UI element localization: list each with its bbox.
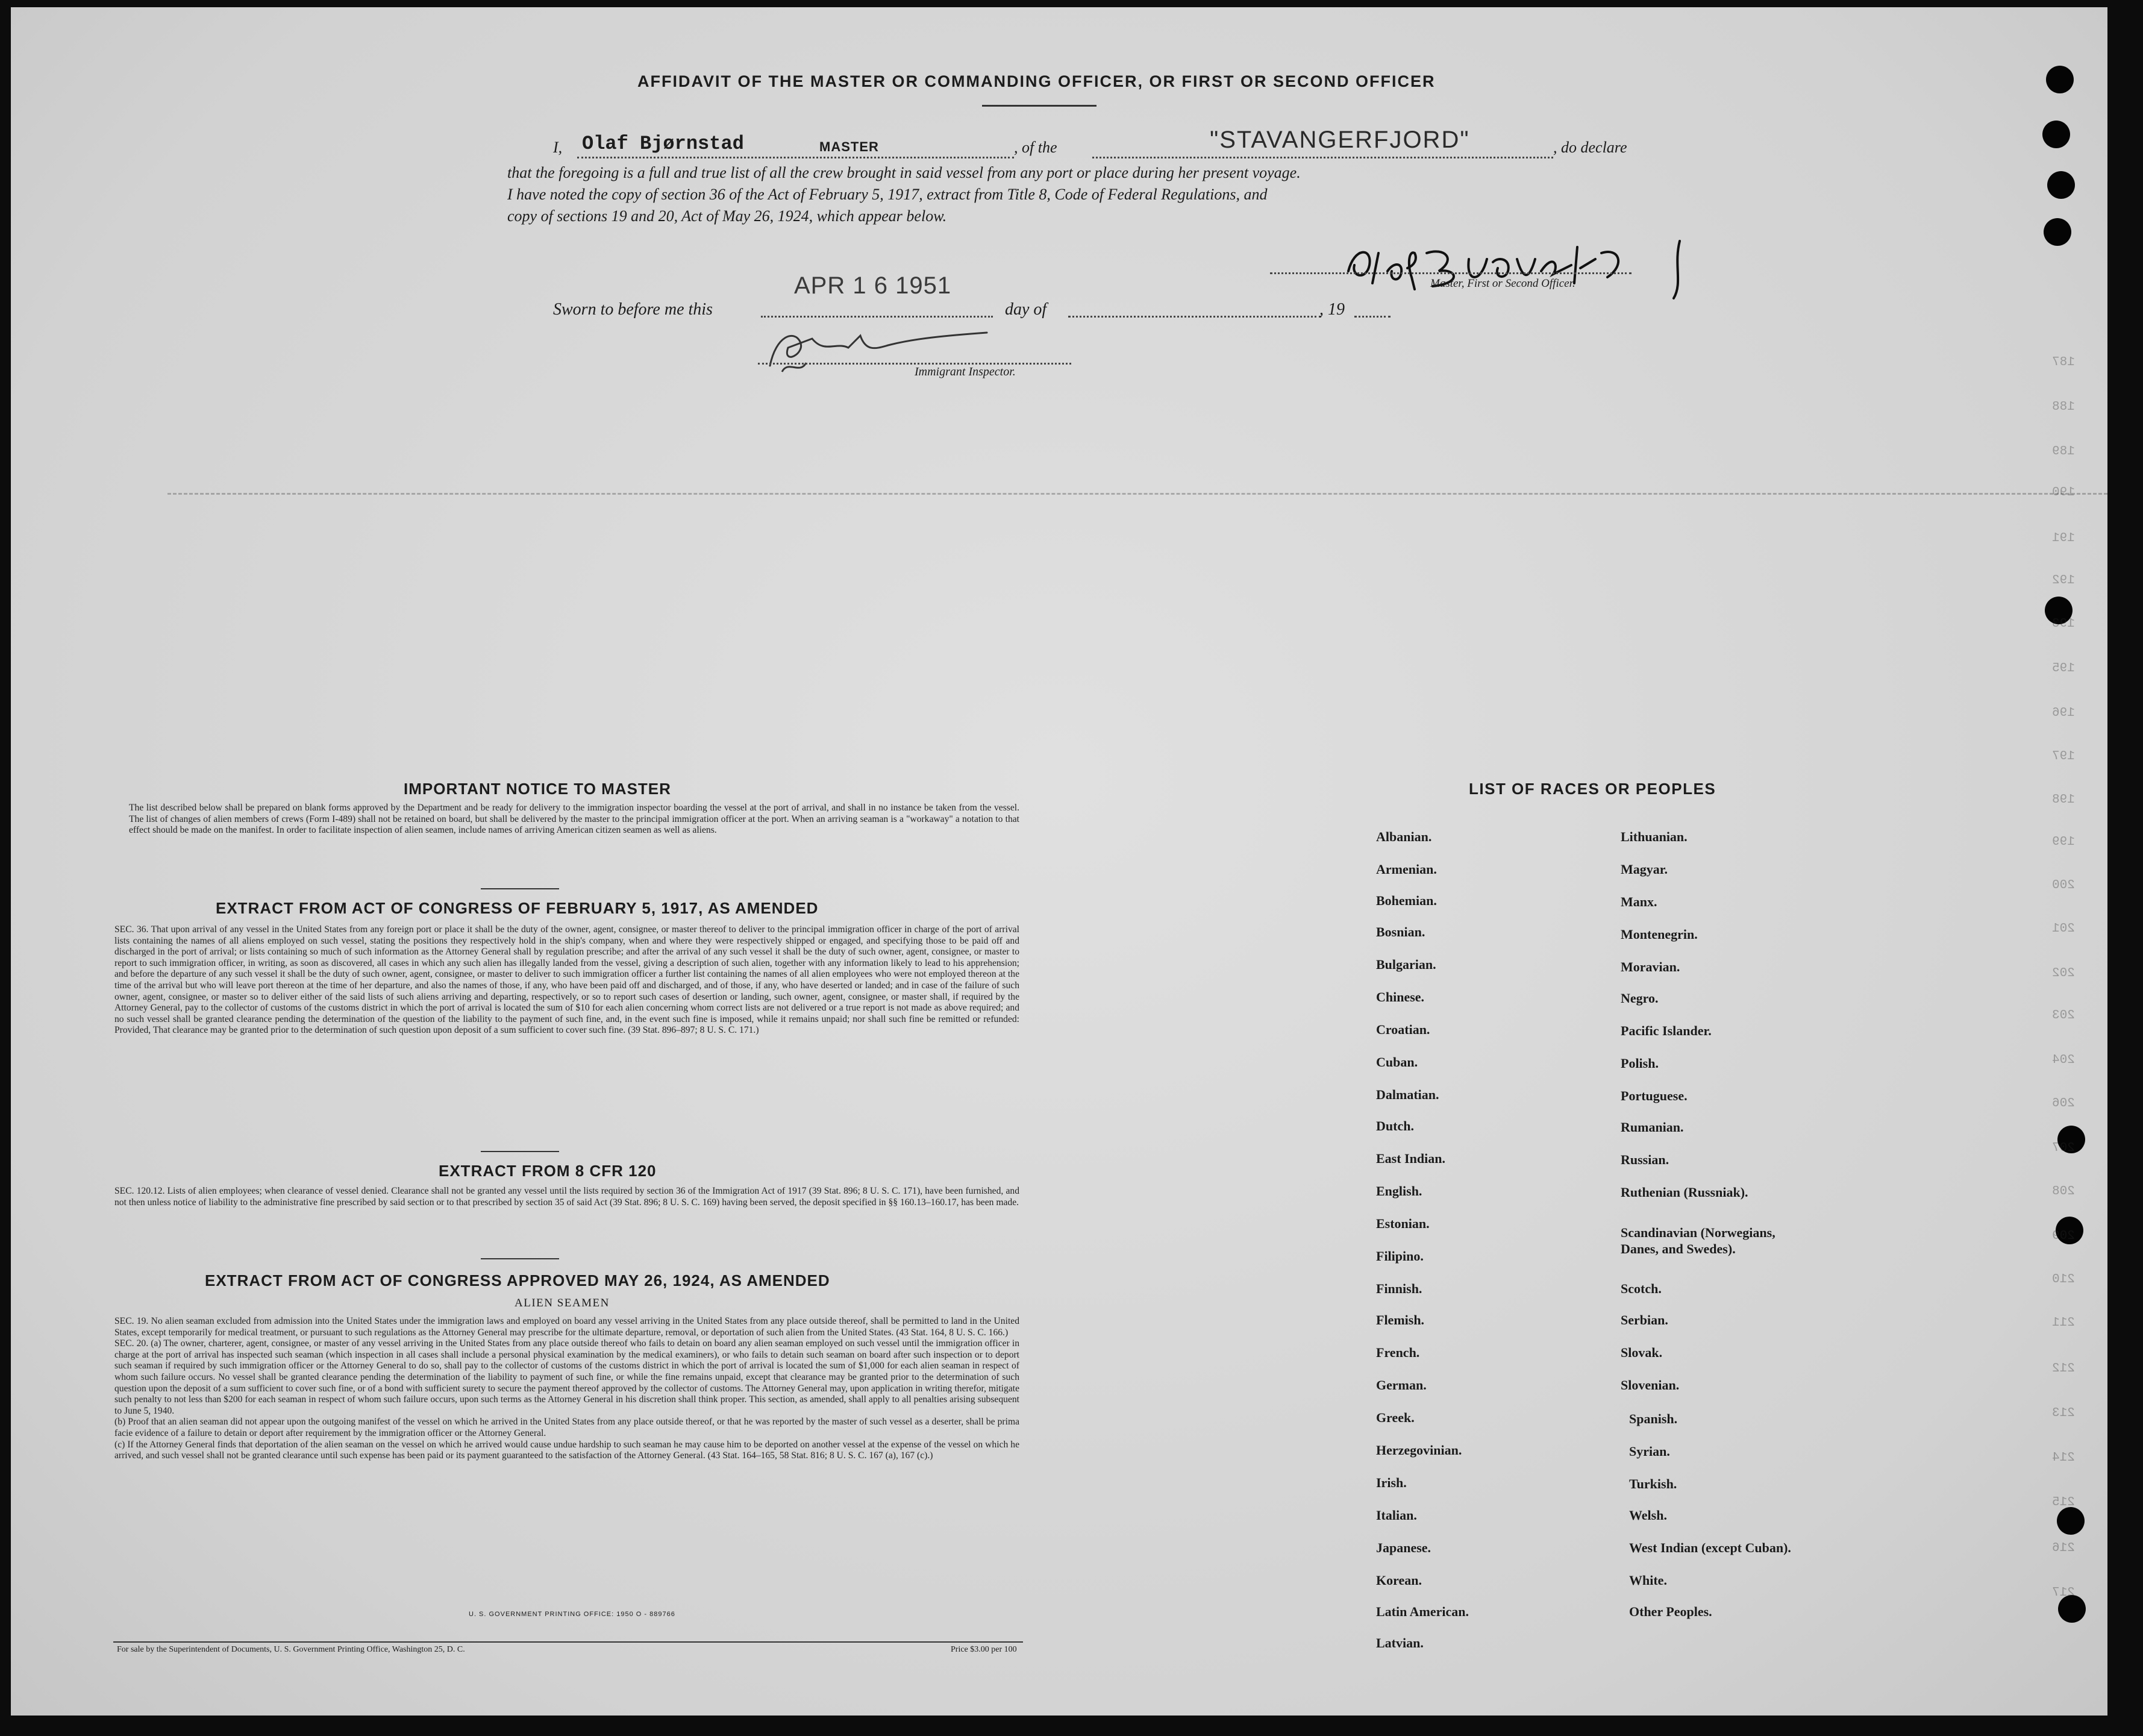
bleed-row-number: 200 [2052, 879, 2075, 892]
race-item: Armenian. [1376, 862, 1437, 877]
name-line [577, 157, 1014, 158]
bleed-row-number: 209 [2052, 1229, 2075, 1243]
race-item: German. [1376, 1377, 1427, 1393]
race-item: Bulgarian. [1376, 957, 1436, 972]
race-item: Italian. [1376, 1508, 1417, 1523]
signature-line [1270, 272, 1631, 274]
race-item: Moravian. [1621, 959, 1680, 974]
bleed-row-number: 188 [2052, 400, 2075, 414]
race-item: Pacific Islander. [1621, 1023, 1712, 1038]
race-item: Dalmatian. [1376, 1087, 1439, 1102]
race-item: Latvian. [1376, 1635, 1424, 1650]
race-item: Finnish. [1376, 1281, 1422, 1296]
footer-right: Price $3.00 per 100 [951, 1645, 1017, 1654]
extract-1924-title: EXTRACT FROM ACT OF CONGRESS APPROVED MAY 26, 1924, AS AMENDED [205, 1271, 830, 1289]
race-item: Russian. [1621, 1152, 1669, 1167]
bleed-row-number: 207 [2052, 1141, 2075, 1155]
extract-1924-subtitle: ALIEN SEAMEN [515, 1297, 610, 1309]
race-item: Bohemian. [1376, 893, 1437, 908]
bleed-row-number: 216 [2052, 1541, 2075, 1555]
bleed-row-number: 187 [2052, 356, 2075, 369]
extract-cfr-text: SEC. 120.12. Lists of alien employees; when clearance of vessel denied. Clearance shall not be granted any vessel until the lists required by section 36 of the Immigration Act of 1917 (39 Stat. 896; 8 U. S. C. 171), have been furnished, and not then unless notice of liability to the administrative fine prescribed by said section or to that prescribed by section 35 of said Act (39 Stat. 896; 8 U. S. C. 169) having been served, the deposit specified in §§ 160.13–160.17, has been made. [114, 1186, 1019, 1208]
punch-hole [2046, 66, 2074, 93]
extract-1924-text: SEC. 19. No alien seaman excluded from admission into the United States under the immigration laws and employed on board any vessel arriving in the United States from any place outside thereof, shall be permitted to land in the United States, except temporarily for medical treatment, or pursuant to such regulations as the Attorney General may prescribe for the ultimate departure, removal, or deportation of such alien from the United States. (43 Stat. 164, 8 U. S. C. 166.) SEC. 20. (a) The owner, charterer, agent, consignee, or master of any vessel arriving in the United States from any place outside thereof who fails to detain on board any alien seaman employed on such vessel until the immigration officer in charge at the port of arrival has inspected such seaman (which inspection in all cases shall include a personal physical examination by the medical examiners), or who fails to detain such seaman on board after such inspection or to deport such seaman if required by such immigration officer or the Attorney General to do so, shall pay to the collector of customs of the customs district in which the port of arrival is located the sum of $1,000 for each alien seaman in respect of whom such failure occurs. No vessel shall be granted clearance pending the determination of the liability to payment of such fine, or while the fine remains unpaid, except that clearance may be granted prior to the determination of such question upon the deposit of a sum sufficient to cover such fine, or of a bond with sufficient surety to secure the payment thereof approved by the collector of customs. The Attorney General may, upon application in writing therefor, mitigate such penalty to not less than $200 for each seaman in respect of whom such failure occurs, upon such terms as the Attorney General in his discretion shall think proper. This section, as amended, shall apply to all penalties arising subsequent to June 5, 1940. (b) Proof that an alien seaman did not appear upon the outgoing manifest of the vessel on which he arrived in the United States from any place outside thereof, or that he was reported by the master of such vessel as a deserter, shall be prima facie evidence of a failure to detain or deport after requirement by the immigration officer or the Attorney General. (c) If the Attorney General finds that deportation of the alien seaman on the vessel on which he arrived would cause undue hardship to such seaman he may cause him to be deported on another vessel at the expense of the vessel on which he arrived, and such vessel shall not be granted clearance until such expense has been paid or its payment guaranteed to the satisfaction of the Attorney General. (43 Stat. 164–165, 58 Stat. 816; 8 U. S. C. 167 (a), 167 (c).) [114, 1316, 1019, 1461]
race-item: Scotch. [1621, 1281, 1662, 1296]
race-item: Spanish. [1629, 1411, 1678, 1426]
title-rule [982, 105, 1097, 107]
race-item: Dutch. [1376, 1118, 1414, 1133]
race-item: Manx. [1621, 894, 1657, 909]
inspector-line [758, 363, 1071, 365]
race-item: Portuguese. [1621, 1088, 1688, 1103]
bleed-row-number: 198 [2052, 793, 2075, 807]
bleed-row-number: 212 [2052, 1362, 2075, 1376]
bleed-row-number: 208 [2052, 1185, 2075, 1199]
race-item: Welsh. [1629, 1508, 1667, 1523]
race-item: Herzegovinian. [1376, 1443, 1462, 1458]
vessel-name: "STAVANGERFJORD" [1210, 127, 1470, 153]
race-item: West Indian (except Cuban). [1629, 1540, 1791, 1555]
sworn-label: Sworn to before me this [553, 300, 713, 319]
bleed-row-number: 202 [2052, 967, 2075, 980]
race-item: Montenegrin. [1621, 927, 1698, 942]
print-office-line: U. S. GOVERNMENT PRINTING OFFICE: 1950 O - 889766 [469, 1611, 675, 1618]
year-label: , 19 [1319, 300, 1345, 319]
race-item: Syrian. [1629, 1444, 1670, 1459]
race-item: Other Peoples. [1629, 1604, 1712, 1619]
bleed-row-number: 211 [2052, 1316, 2075, 1330]
punch-hole [2042, 121, 2070, 148]
race-item: Lithuanian. [1621, 829, 1688, 844]
race-item: Ruthenian (Russniak). [1621, 1185, 1748, 1200]
bleed-row-number: 210 [2052, 1273, 2075, 1286]
bleed-row-number: 197 [2052, 750, 2075, 763]
declaration-line-1: that the foregoing is a full and true list of all the crew brought in said vessel from any port or place during her present voyage. [507, 164, 1301, 181]
bleed-strike-line [167, 493, 2107, 495]
notice-title: IMPORTANT NOTICE TO MASTER [404, 780, 671, 798]
bleed-row-number: 214 [2052, 1451, 2075, 1465]
day-of-label: day of [1005, 300, 1047, 319]
bleed-row-number: 192 [2052, 574, 2075, 588]
vessel-line [1092, 157, 1553, 158]
bleed-row-number: 217 [2052, 1586, 2075, 1600]
notice-text: The list described below shall be prepared on blank forms approved by the Department and be ready for delivery to the immigration inspector boarding the vessel at the port of arrival, and shall in no instance be taken from the vessel. The list of changes of alien members of crews (Form I-489) shall not be retained on board, but shall be delivered by the master to the principal immigration officer at the port. When an arriving seaman is a "workaway" a notation to that effect should be made on the manifest. In order to facilitate inspection of alien seamen, include names of arriving American citizen seamen as well as aliens. [129, 803, 1019, 836]
race-item: East Indian. [1376, 1151, 1445, 1166]
footer-rule [113, 1641, 1023, 1643]
document-page [11, 7, 2107, 1716]
bleed-row-number: 189 [2052, 445, 2075, 459]
of-the-label: , of the [1014, 139, 1057, 156]
extract-1917-title: EXTRACT FROM ACT OF CONGRESS OF FEBRUARY 5, 1917, AS AMENDED [216, 899, 819, 917]
i-label: I, [553, 139, 563, 156]
year-line [1354, 316, 1391, 318]
race-item: Flemish. [1376, 1312, 1425, 1327]
race-item: Greek. [1376, 1410, 1415, 1425]
race-item: Irish. [1376, 1475, 1407, 1490]
races-title: LIST OF RACES OR PEOPLES [1469, 780, 1716, 798]
race-item: Magyar. [1621, 862, 1668, 877]
bleed-row-number: 203 [2052, 1009, 2075, 1023]
race-item: Filipino. [1376, 1249, 1424, 1264]
bleed-row-number: 206 [2052, 1097, 2075, 1111]
race-item: Slovenian. [1621, 1377, 1680, 1393]
section-rule [481, 1151, 559, 1152]
month-line [1068, 316, 1321, 318]
race-item: Slovak. [1621, 1345, 1663, 1360]
section-rule [481, 1258, 559, 1259]
race-item: Turkish. [1629, 1476, 1677, 1491]
extract-1917-text: SEC. 36. That upon arrival of any vessel in the United States from any foreign port or place it shall be the duty of the owner, agent, consignee, or master thereof to deliver to the principal immigration officer in charge of the port of arrival lists containing the names of all aliens employed on such vessel, stating the positions they respectively hold in the ship's company, when and where they were respectively shipped or engaged, and specifying those to be paid off and discharged in the port of arrival; or lists containing so much of such information as the Attorney General shall by regulation prescribe; and after the arrival of any such vessel it shall be the duty of such owner, agent, consignee, or master to report to such immigration officer, in writing, as soon as discovered, all cases in which any such alien has illegally landed from the vessel, giving a description of such alien, together with any information likely to lead to his apprehension; and before the departure of any such vessel it shall be the duty of such owner, agent, consignee, or master to deliver to such immigration officer a further list containing the names of all alien employees who were not employed thereon at the time of the arrival but who will leave port thereon at the time of her departure, and also the names of those, if any, who have been paid off and discharged, and of those, if any, who have deserted or landed; and in case of the failure of such owner, agent, consignee, or master so to deliver either of the said lists of such aliens arriving and departing, respectively, or so to report such cases of desertion or landing, such owner, agent, consignee, or master shall, if required by the Attorney General, pay to the collector of customs of the customs district in which the port of arrival is located the sum of $10 for each alien concerning whom correct lists are not delivered or a true report is not made as above required; and no such vessel shall be granted clearance pending the determination of the question of the liability to the payment of such fine, and, in the event such fine is imposed, while it remains unpaid; nor shall such fine be remitted or refunded: Provided, That clearance may be granted prior to the determination of such question upon deposit of a sum sufficient to cover such fine. (39 Stat. 896–897; 8 U. S. C. 171.) [114, 924, 1019, 1036]
race-item: Latin American. [1376, 1604, 1469, 1619]
bleed-row-number: 191 [2052, 531, 2075, 545]
race-item: English. [1376, 1183, 1422, 1199]
race-item: Japanese. [1376, 1540, 1431, 1555]
bleed-row-number: 195 [2052, 662, 2075, 675]
bleed-row-number: 196 [2052, 706, 2075, 720]
bleed-row-number: 193 [2052, 617, 2075, 631]
inspector-caption: Immigrant Inspector. [915, 365, 1016, 378]
race-item: Negro. [1621, 991, 1659, 1006]
rank-stamp: MASTER [819, 139, 879, 154]
race-item: Bosnian. [1376, 924, 1425, 939]
bleed-row-number: 204 [2052, 1053, 2075, 1067]
race-item: White. [1629, 1573, 1667, 1588]
bleed-row-number: 190 [2052, 486, 2075, 500]
punch-hole [2057, 1507, 2085, 1535]
affidavit-title: AFFIDAVIT OF THE MASTER OR COMMANDING OFFICER, OR FIRST OR SECOND OFFICER [637, 72, 1436, 90]
race-item: French. [1376, 1345, 1420, 1360]
declaration-line-3: copy of sections 19 and 20, Act of May 26, 1924, which appear below. [507, 207, 947, 225]
do-declare-label: , do declare [1553, 139, 1627, 156]
race-item: Korean. [1376, 1573, 1422, 1588]
race-item: Polish. [1621, 1056, 1659, 1071]
race-item: Rumanian. [1621, 1120, 1684, 1135]
bleed-row-number: 199 [2052, 835, 2075, 849]
master-signature [1336, 229, 1710, 301]
extract-cfr-title: EXTRACT FROM 8 CFR 120 [439, 1162, 657, 1180]
race-item: Cuban. [1376, 1054, 1418, 1070]
sworn-date-stamp: APR 1 6 1951 [794, 272, 952, 299]
race-item: Albanian. [1376, 829, 1432, 844]
punch-hole [2047, 171, 2075, 199]
race-item: Estonian. [1376, 1216, 1430, 1231]
footer-left: For sale by the Superintendent of Documents, U. S. Government Printing Office, Washington 25, D. C. [117, 1645, 465, 1654]
master-name: Olaf Bjørnstad [582, 133, 744, 155]
punch-hole [2044, 218, 2071, 246]
race-item: Serbian. [1621, 1312, 1668, 1327]
declaration-line-2: I have noted the copy of section 36 of the Act of February 5, 1917, extract from Title 8, Code of Federal Regulations, and [507, 186, 1268, 203]
bleed-row-number: 213 [2052, 1406, 2075, 1420]
section-rule [481, 888, 559, 889]
signature-caption: Master, First or Second Officer. [1430, 277, 1575, 290]
race-item: Scandinavian (Norwegians, Danes, and Swedes). [1621, 1225, 1775, 1256]
bleed-row-number: 201 [2052, 922, 2075, 936]
bleed-row-number: 215 [2052, 1496, 2075, 1509]
race-item: Croatian. [1376, 1022, 1430, 1037]
race-item: Chinese. [1376, 989, 1425, 1004]
